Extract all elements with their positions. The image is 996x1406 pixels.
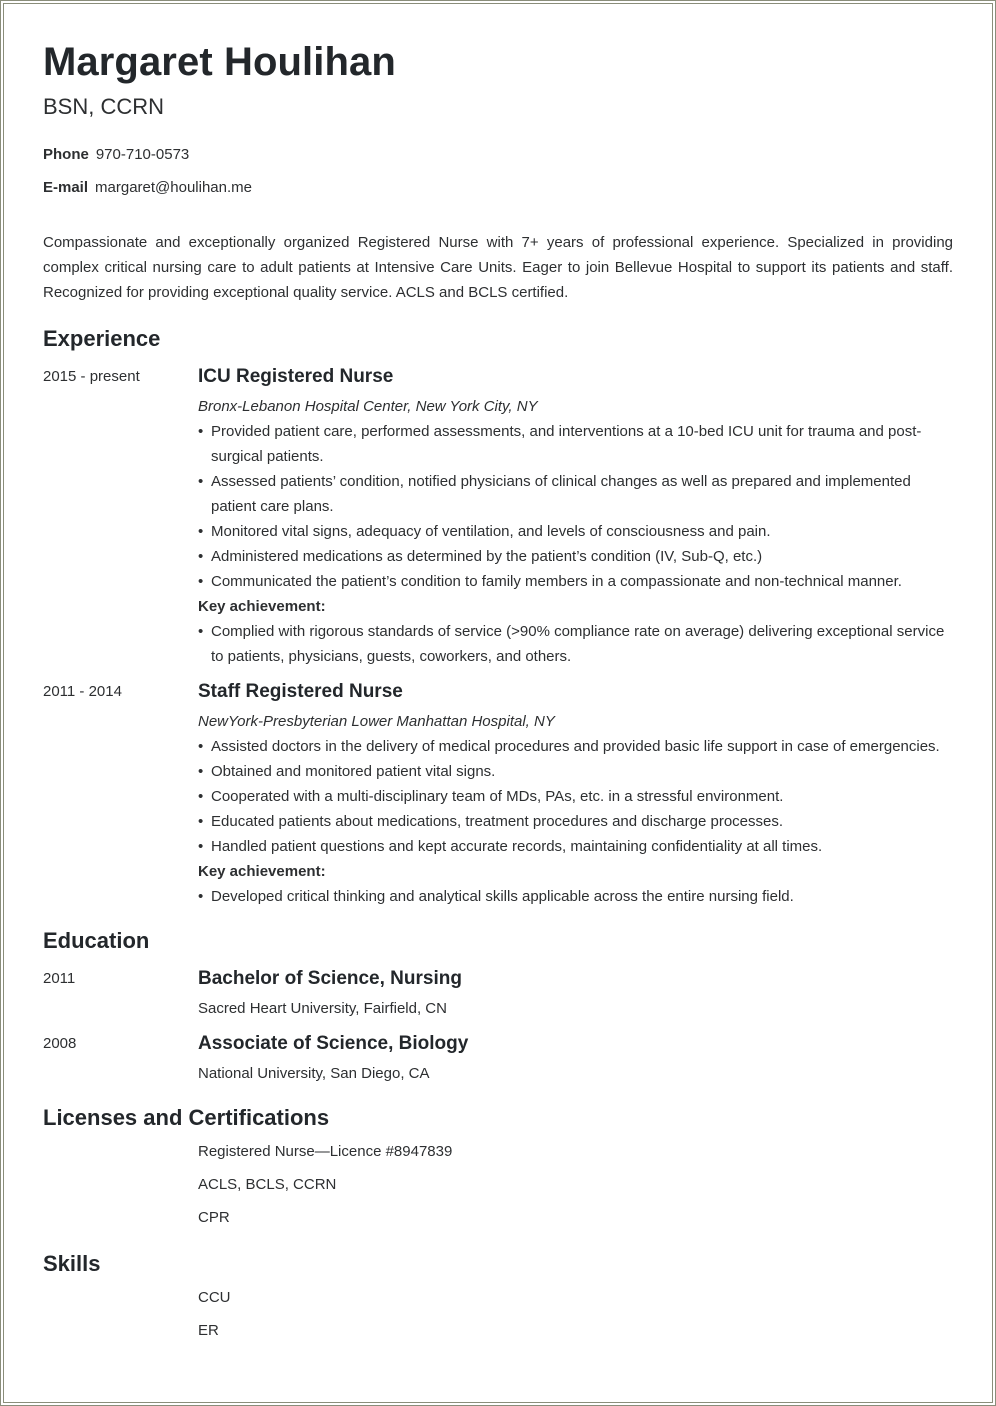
job-duties <box>198 734 953 859</box>
license-item: Registered Nurse—Licence #8947839 <box>198 1143 453 1160</box>
degree: Associate of Science, Biology <box>198 1033 469 1054</box>
email-label: E-mail <box>43 179 89 196</box>
section-title-education: Education <box>43 928 150 953</box>
list-item: • Handled patient questions and kept accurate records, maintaining confidentiality at all times. <box>198 834 953 859</box>
list-item: • Educated patients about medications, treatment procedures and discharge processes. <box>198 809 953 834</box>
achievement-label: Key achievement: <box>198 598 326 615</box>
email-row <box>43 179 252 196</box>
section-title-skills: Skills <box>43 1251 101 1276</box>
list-item: • Administered medications as determined by the patient’s condition (IV, Sub-Q, etc.) <box>198 544 953 569</box>
job-dates: 2011 - 2014 <box>43 683 122 700</box>
degree: Bachelor of Science, Nursing <box>198 968 462 989</box>
list-item: • Cooperated with a multi-disciplinary team of MDs, PAs, etc. in a stressful environment. <box>198 784 953 809</box>
job-dates: 2015 - present <box>43 368 140 385</box>
summary: Compassionate and exceptionally organized Registered Nurse with 7+ years of professional experience. Specialized in providing complex critical nursing care to adult patients at Intensive Care Units. Eager to join Bellevue Hospital to support its patients and staff. Recognized for providing exceptional quality service. ACLS and BCLS certified. <box>43 234 953 301</box>
list-item: • Assisted doctors in the delivery of medical procedures and provided basic life support in case of emergencies. <box>198 734 953 759</box>
education-details <box>198 1033 953 1086</box>
section-title-experience: Experience <box>43 326 161 351</box>
license-item: CPR <box>198 1209 230 1226</box>
job-achievements <box>198 619 953 669</box>
credentials: BSN, CCRN <box>43 94 165 119</box>
skill-item: CCU <box>198 1289 231 1306</box>
job-role: Staff Registered Nurse <box>198 681 403 702</box>
section-title-licenses: Licenses and Certifications <box>43 1105 330 1130</box>
job-details <box>198 681 953 909</box>
education-details <box>198 968 953 1021</box>
phone-label: Phone <box>43 146 89 163</box>
list-item: • Developed critical thinking and analytical skills applicable across the entire nursing field. <box>198 884 953 909</box>
job-company: NewYork-Presbyterian Lower Manhattan Hospital, NY <box>198 713 555 730</box>
job-company: Bronx-Lebanon Hospital Center, New York City, NY <box>198 398 538 415</box>
phone-value: 970-710-0573 <box>95 146 190 163</box>
list-item: • Assessed patients’ condition, notified physicians of clinical changes as well as prepared and implemented patient care plans. <box>198 469 953 519</box>
license-item: ACLS, BCLS, CCRN <box>198 1176 337 1193</box>
achievement-label: Key achievement: <box>198 863 326 880</box>
list-item: • Communicated the patient’s condition to family members in a compassionate and non-technical manner. <box>198 569 953 594</box>
job-details <box>198 366 953 669</box>
list-item: • Obtained and monitored patient vital signs. <box>198 759 953 784</box>
education-year: 2008 <box>43 1035 77 1052</box>
list-item: • Provided patient care, performed assessments, and interventions at a 10-bed ICU unit for trauma and post-surgical patients. <box>198 419 953 469</box>
job-role: ICU Registered Nurse <box>198 366 394 387</box>
skill-item: ER <box>198 1322 219 1339</box>
job-achievements <box>198 884 953 909</box>
list-item: • Monitored vital signs, adequacy of ventilation, and levels of consciousness and pain. <box>198 519 953 544</box>
school: National University, San Diego, CA <box>198 1065 430 1082</box>
phone-row <box>43 146 189 163</box>
school: Sacred Heart University, Fairfield, CN <box>198 1000 447 1017</box>
job-duties <box>198 419 953 594</box>
list-item: • Complied with rigorous standards of service (>90% compliance rate on average) delivering exceptional service to patients, physicians, guests, coworkers, and others. <box>198 619 953 669</box>
education-year: 2011 <box>43 970 76 987</box>
candidate-name: Margaret Houlihan <box>43 40 396 84</box>
email-value: margaret@houlihan.me <box>95 179 252 196</box>
